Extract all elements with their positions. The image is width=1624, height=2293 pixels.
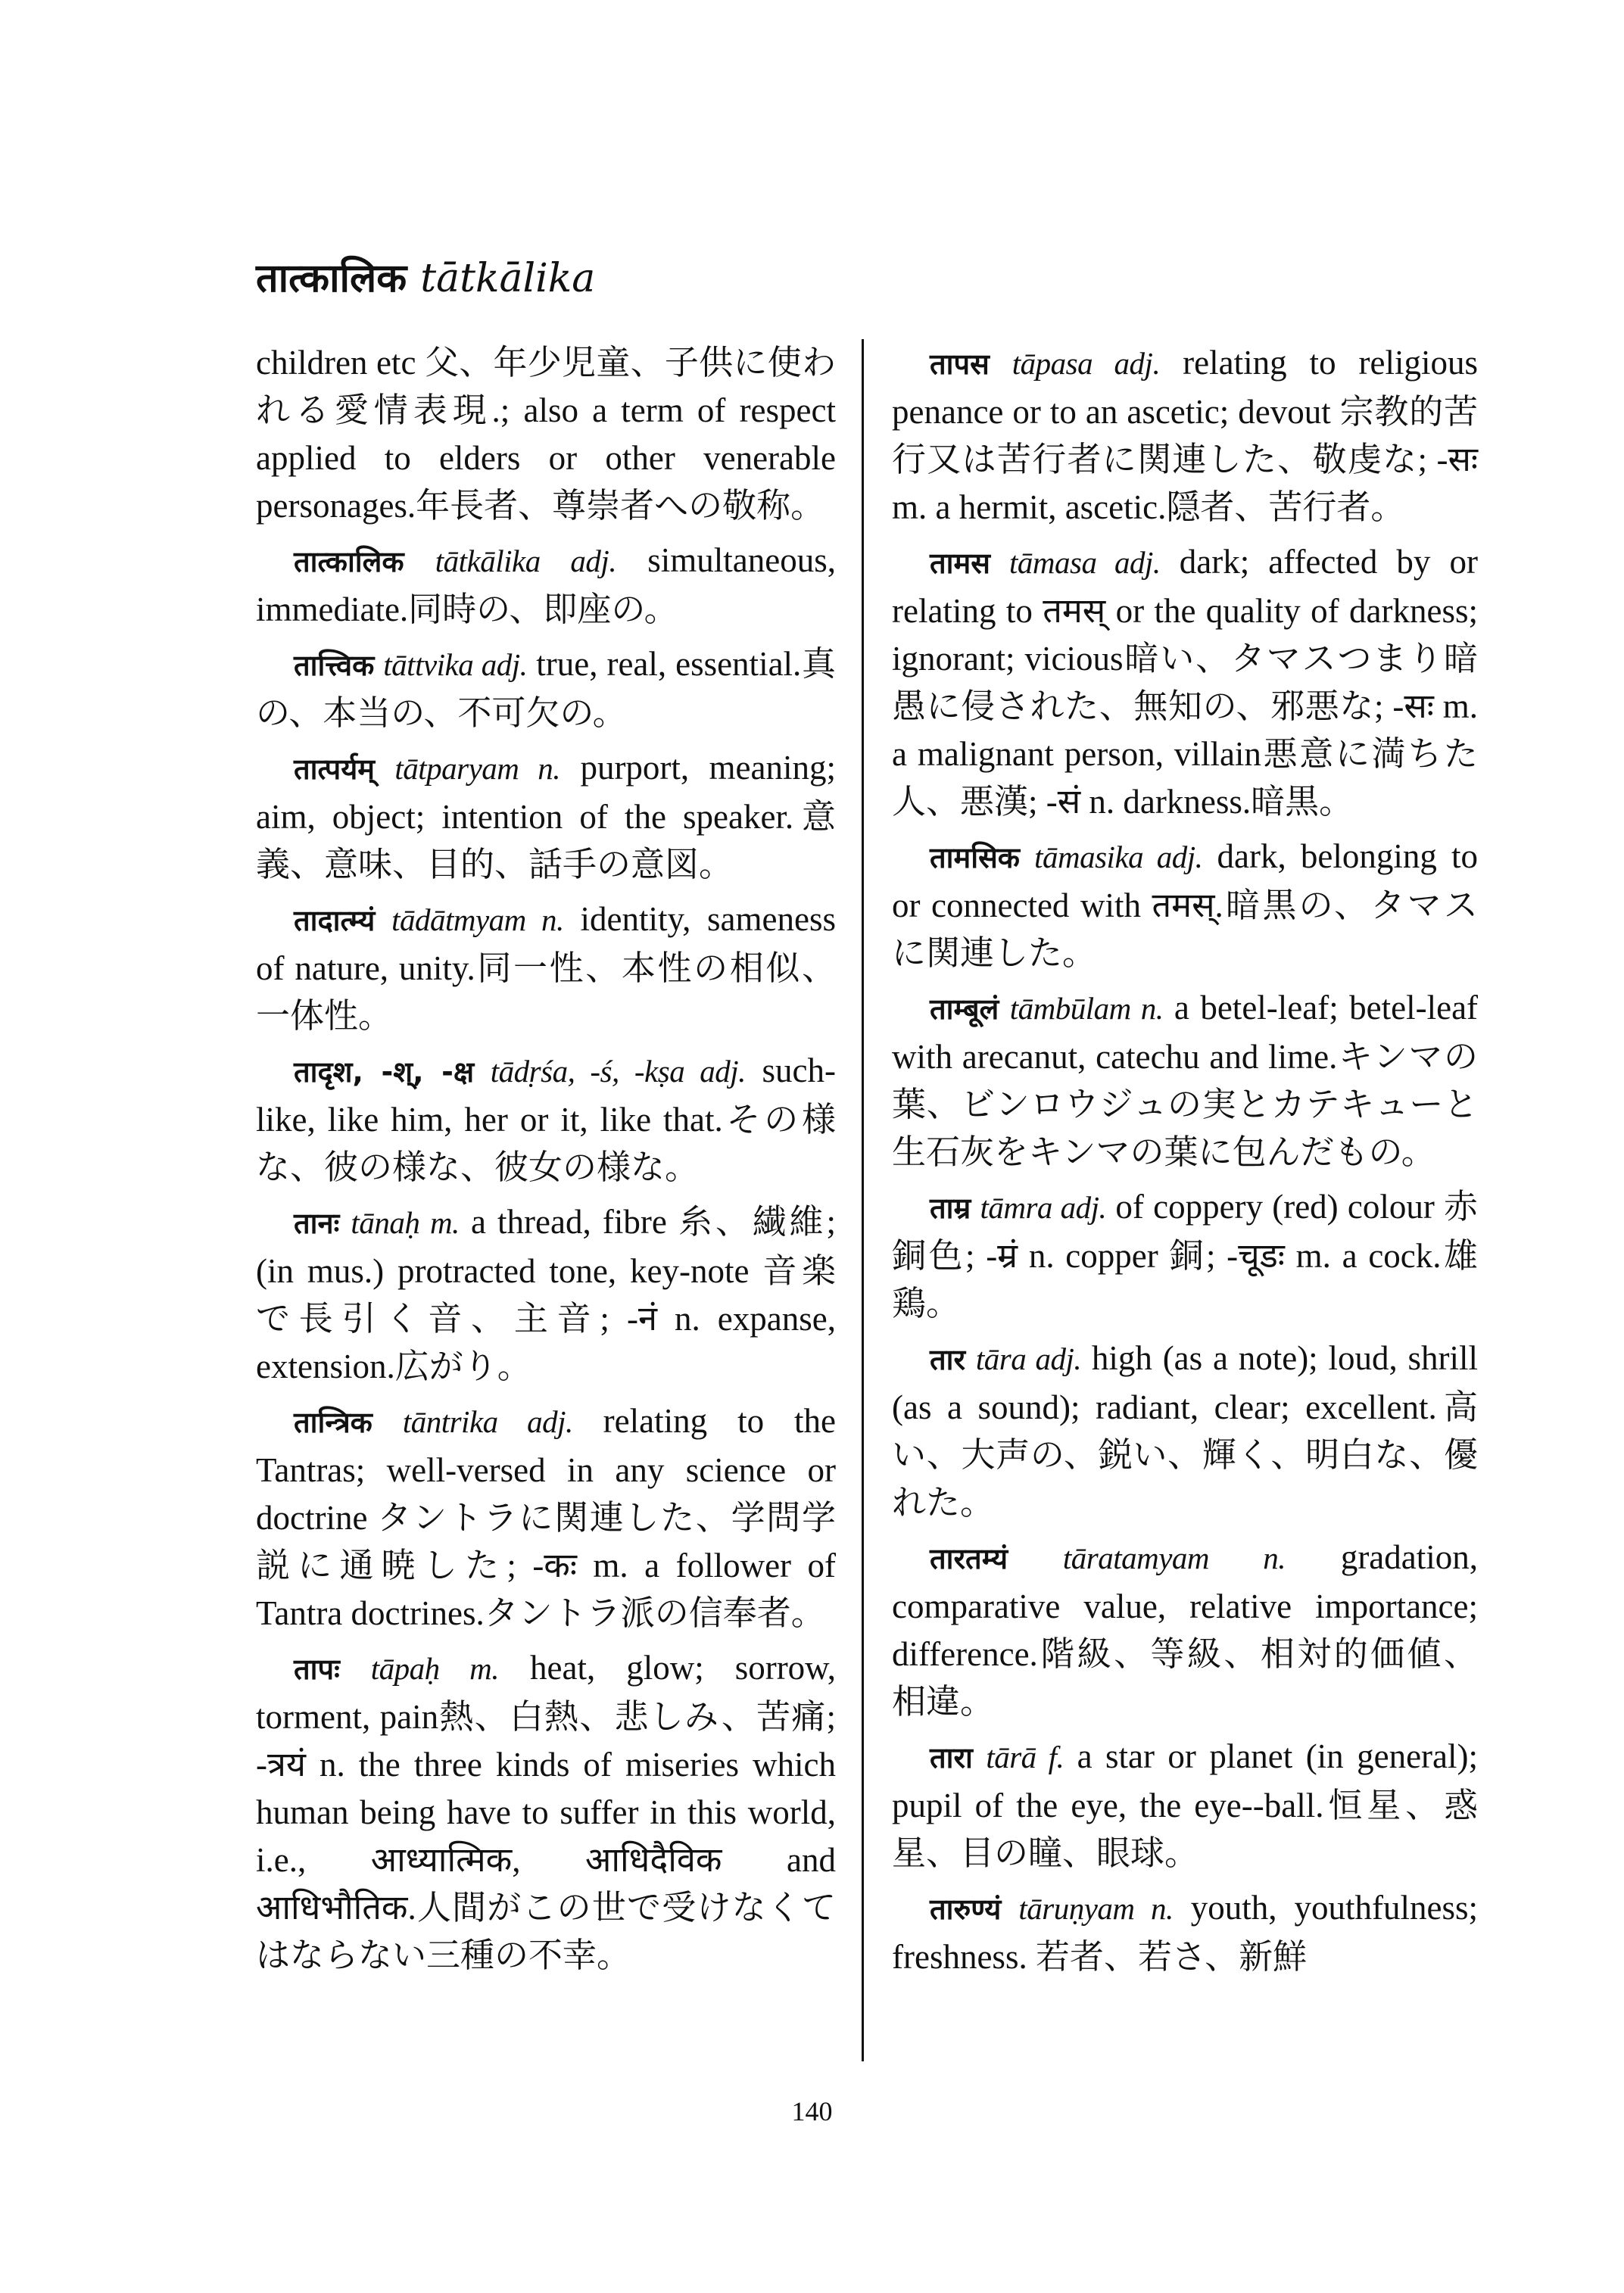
dictionary-entry — [256, 1198, 836, 1391]
entry-transliteration: tāratamyam n. — [1062, 1541, 1286, 1575]
entry-headword: तारा — [930, 1741, 973, 1774]
entry-headword: तार — [930, 1343, 966, 1376]
dictionary-entry — [892, 1183, 1478, 1328]
entry-definition: youth, youthfulness; freshness. 若者、若さ、新鮮 — [892, 1889, 1479, 1976]
entry-definition: relating to religious penance or to an ascetic; devout 宗教的苦行又は苦行者に関連した、敬虔な; -सः m. a hermit, ascetic.隠者、苦行者。 — [892, 344, 1479, 526]
entry-transliteration: tāruṇyam n. — [1018, 1891, 1174, 1926]
entry-transliteration: tāttvika adj. — [383, 647, 528, 682]
entry-definition: identity, sameness of nature, unity.同一性、本性の相似、一体性。 — [256, 900, 837, 1035]
entry-headword: ताम्र — [930, 1192, 971, 1225]
entry-definition: high (as a note); loud, shrill (as a sound); radiant, clear; excellent.高い、大声の、鋭い、輝く、明白な、優れた。 — [892, 1339, 1479, 1522]
entry-transliteration: tāmra adj. — [980, 1190, 1107, 1225]
entry-definition: dark; affected by or relating to तमस् or the quality of darkness; ignorant; vicious暗い、タマスつまり暗愚に侵された、無知の、邪悪な; -सः m. a malignant person, villain悪意に満ちた人、悪漢; -सं n. darkness.暗黒。 — [892, 543, 1478, 821]
entry-transliteration: tāmasa adj. — [1009, 545, 1161, 580]
entry-transliteration: tādṛśa, -ś, -kṣa adj. — [490, 1054, 746, 1089]
entry-headword: तात्कालिक — [294, 545, 404, 578]
entry-definition: true, real, essential.真の、本当の、不可欠の。 — [256, 645, 836, 732]
entry-definition: gradation, comparative value, relative importance; difference.階級、等級、相対的価値、相違。 — [892, 1538, 1478, 1721]
dictionary-entry — [892, 1335, 1478, 1527]
dictionary-entry — [256, 640, 836, 737]
dictionary-entry — [892, 984, 1478, 1176]
entry-definition: purport, meaning; aim, object; intention of the speaker.意義、意味、目的、話手の意図。 — [256, 749, 837, 883]
dictionary-entry — [256, 1644, 836, 1980]
entry-headword: ताम्बूलं — [930, 992, 999, 1026]
entry-headword: तादात्म्यं — [294, 904, 376, 937]
column-divider — [862, 339, 864, 2061]
entry-headword: तामस — [930, 547, 990, 580]
entry-definition: children etc 父、年少児童、子供に使われる愛情表現.; also a term of respect applied to elders or other venerable personages.年長者、尊崇者への敬称。 — [256, 344, 836, 525]
dictionary-entry — [892, 339, 1478, 531]
entry-definition: simultaneous, immediate.同時の、即座の。 — [256, 541, 836, 628]
entry-definition: of coppery (red) colour 赤銅色; -म्रं n. copper 銅; -चूडः m. a cock.雄鶏。 — [892, 1188, 1479, 1323]
entry-definition: heat, glow; sorrow, torment, pain熱、白熱、悲しみ、苦痛; -त्रयं n. the three kinds of miseries which human being have to suffer in this world, i.e., आध्यात्मिक, आधिदैविक and आधिभौतिक.人間がこの世で受けなくてはならない三種の不幸。 — [256, 1649, 837, 1974]
entry-transliteration: tāmbūlam n. — [1009, 991, 1164, 1026]
entry-headword: तारुण्यं — [930, 1893, 1002, 1926]
entry-transliteration: tāpasa adj. — [1011, 346, 1161, 381]
entry-headword: तान्त्रिक — [294, 1406, 372, 1439]
dictionary-entry — [256, 1397, 836, 1637]
entry-definition: a betel-leaf; betel-leaf with arecanut, catechu and lime.キンマの葉、ビンロウジュの実とカテキューと生石灰をキンマの葉に包んだもの。 — [892, 989, 1479, 1171]
entry-definition: a thread, fibre 糸、繊維; (in mus.) protracted tone, key-note 音楽で長引く音、主音; -नं n. expanse, extension.広がり。 — [256, 1203, 837, 1385]
entry-headword: तारतम्यं — [930, 1542, 1008, 1575]
entry-transliteration: tārā f. — [986, 1740, 1064, 1774]
dictionary-entry — [892, 1534, 1478, 1726]
entry-transliteration: tāpaḥ m. — [370, 1651, 500, 1686]
running-head-devanagari: तात्कालिक — [256, 255, 407, 301]
left-column — [256, 339, 836, 1986]
entry-headword: तादृश, -श्, -क्ष — [294, 1055, 475, 1089]
running-head-transliteration: tātkālika — [420, 256, 596, 301]
dictionary-entry — [892, 833, 1478, 977]
page-number: 140 — [791, 2096, 833, 2126]
entry-definition: dark, belonging to or connected with तमस्.暗黒の、タマスに関連した。 — [892, 837, 1479, 972]
entry-headword: तानः — [294, 1207, 340, 1240]
dictionary-entry — [256, 896, 836, 1040]
entry-headword: तात्पर्यम् — [294, 752, 375, 786]
entry-definition: such-like, like him, her or it, like that.その様な、彼の様な、彼女の様な。 — [256, 1051, 837, 1186]
entry-transliteration: tāra adj. — [975, 1341, 1082, 1376]
dictionary-entry — [256, 339, 836, 530]
dictionary-entry — [892, 1884, 1478, 1981]
entry-definition: a star or planet (in general); pupil of the eye, the eye--ball.恒星、惑星、目の瞳、眼球。 — [892, 1737, 1478, 1872]
entry-headword: तात्त्विक — [294, 649, 375, 682]
right-column — [892, 339, 1478, 1988]
entry-definition: relating to the Tantras; well-versed in any science or doctrine タントラに関連した、学問学説に通暁した; -कः m. a follower of Tantra doctrines.タントラ派の信奉者。 — [256, 1402, 837, 1632]
dictionary-entry — [892, 538, 1478, 826]
entry-headword: तापस — [930, 347, 990, 381]
running-head — [256, 250, 595, 304]
dictionary-entry — [256, 1047, 836, 1192]
entry-transliteration: tāmasika adj. — [1034, 840, 1203, 874]
entry-transliteration: tāntrika adj. — [402, 1404, 573, 1439]
entry-transliteration: tānaḥ m. — [351, 1205, 460, 1240]
entry-headword: तामसिक — [930, 841, 1020, 874]
entry-headword: तापः — [294, 1653, 340, 1686]
dictionary-entry — [892, 1733, 1478, 1877]
entry-transliteration: tātparyam n. — [394, 751, 561, 786]
entry-transliteration: tātkālika adj. — [435, 544, 617, 578]
dictionary-entry — [256, 744, 836, 889]
dictionary-entry — [256, 537, 836, 634]
entry-transliteration: tādātmyam n. — [391, 902, 564, 937]
